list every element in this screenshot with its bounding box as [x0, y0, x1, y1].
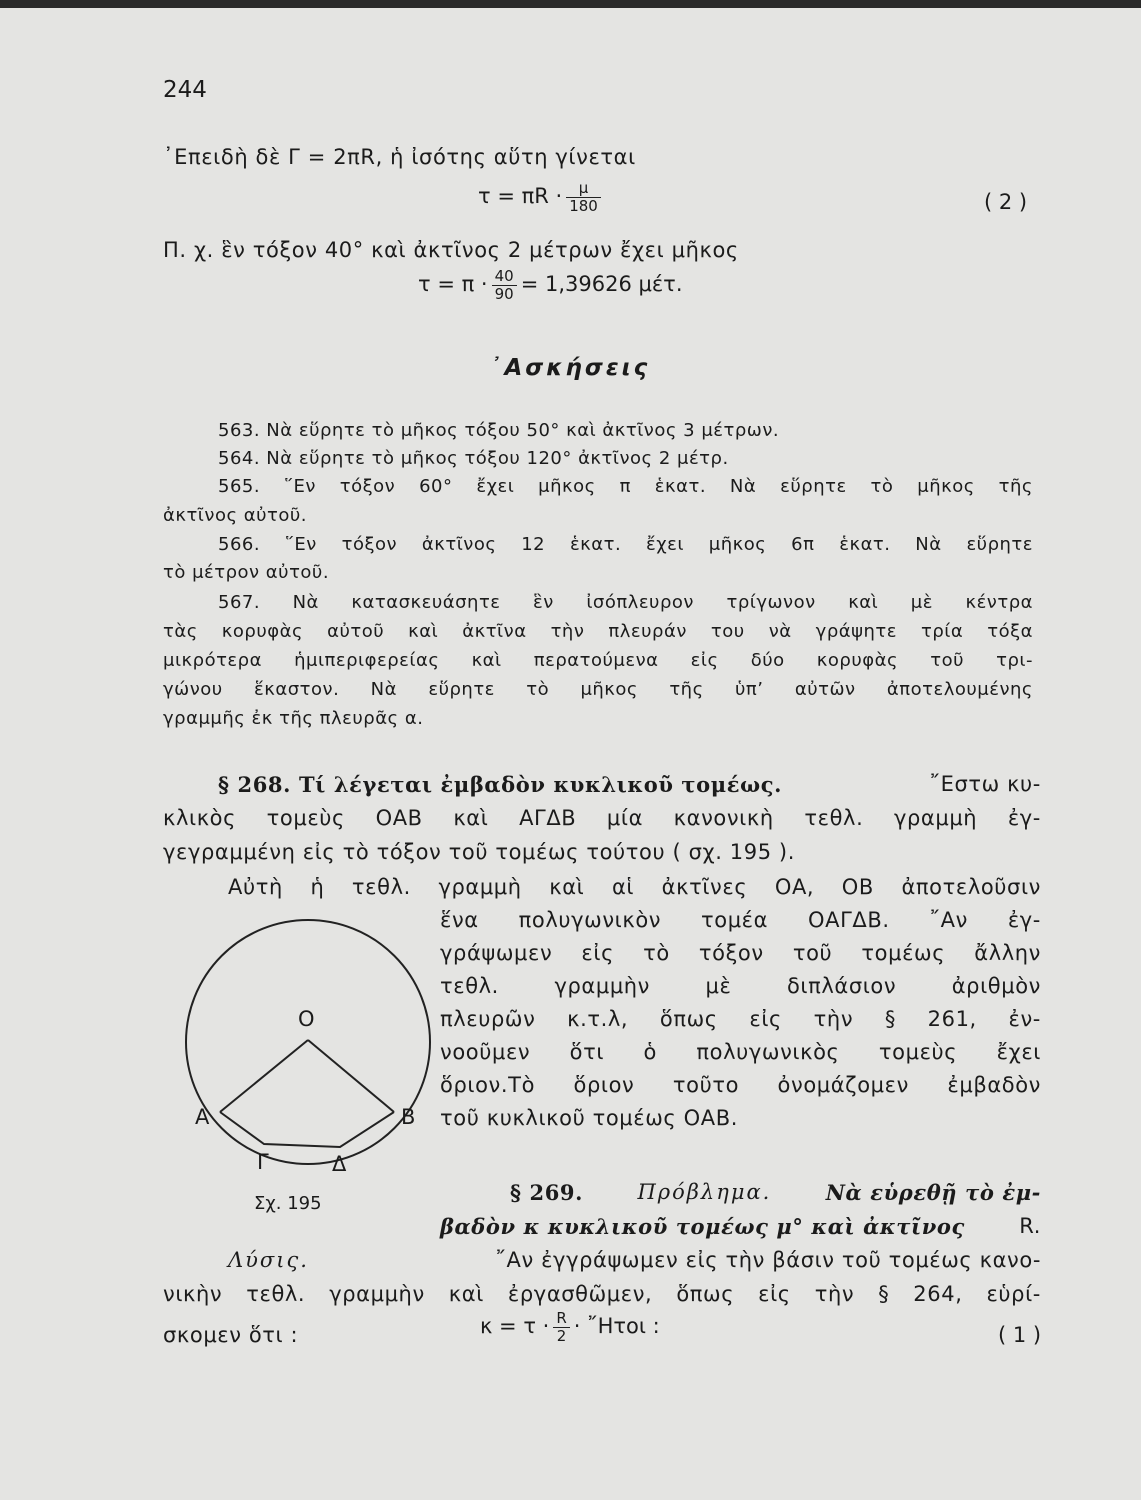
section-269-line5-start: σκομεν ὅτι :	[163, 1323, 299, 1347]
figure-caption: Σχ. 195	[254, 1193, 322, 1214]
section-269-title-part1: Νὰ εὑρεθῇ τὸ ἐμ-	[825, 1180, 1041, 1205]
radius-oa	[220, 1040, 308, 1112]
section-268-para2-line2: ἕνα πολυγωνικὸν τομέα ΟΑΓΔΒ. ῎Αν ἐγ-	[440, 908, 1041, 932]
inscribed-broken-line	[220, 1112, 394, 1147]
fraction	[553, 1310, 569, 1344]
section-269-title-part2: βαδὸν κ κυκλικοῦ τομέως μ° καὶ ἀκτῖνος	[440, 1214, 965, 1239]
section-269-line3-rest: ῎Αν ἐγγράψωμεν εἰς τὴν βάσιν τοῦ τομέως κανο-	[495, 1248, 1041, 1272]
exercise-567-line2: τὰς κορυφὰς αὐτοῦ καὶ ἀκτῖνα τὴν πλευράν του νὰ γράψητε τρία τόξα	[163, 621, 1033, 642]
radius-ob	[308, 1040, 394, 1112]
section-269-number: § 269.	[510, 1180, 584, 1205]
section-268-line1-rest: ῎Εστω κυ-	[929, 772, 1041, 796]
formula-lhs: τ = πR ·	[478, 184, 563, 208]
fraction-numerator: R	[553, 1310, 569, 1328]
exercise-565-line2: ἀκτῖνος αὐτοῦ.	[163, 505, 308, 526]
section-268-para2-line1: Αὐτὴ ἡ τεθλ. γραμμὴ καὶ αἱ ἀκτῖνες ΟΑ, ΟΒ ἀποτελοῦσιν	[228, 875, 1041, 899]
section-268-title: § 268. Τί λέγεται ἐμβαδὸν κυκλικοῦ τομέως.	[218, 772, 783, 797]
section-269-line3	[228, 1248, 1041, 1272]
exercise-566-line1: 566. ῞Εν τόξον ἀκτῖνος 12 ἑκατ. ἔχει μῆκος 6π ἑκατ. Νὰ εὕρητε	[218, 534, 1033, 555]
exercise-565-line1: 565. ῞Εν τόξον 60° ἔχει μῆκος π ἑκατ. Νὰ εὕρητε τὸ μῆκος τῆς	[218, 476, 1033, 497]
formula-rhs: = 1,39626 μέτ.	[520, 272, 683, 296]
circle-outline	[186, 920, 430, 1164]
formula-after: · ῎Ητοι :	[573, 1314, 660, 1338]
intro-line: ᾿Επειδὴ δὲ Γ = 2πR, ἡ ἰσότης αὕτη γίνεται	[163, 145, 636, 169]
section-268-para2-line6: νοοῦμεν ὅτι ὁ πολυγωνικὸς τομεὺς ἔχει	[440, 1040, 1041, 1064]
fraction-denominator: 2	[556, 1326, 567, 1345]
exercise-567-line1: 567. Νὰ κατασκευάσητε ἓν ἰσόπλευρον τρίγωνον καὶ μὲ κέντρα	[218, 592, 1033, 613]
label-a: A	[195, 1105, 210, 1129]
example-line: Π. χ. ἓν τόξον 40° καὶ ἀκτῖνος 2 μέτρων ἔχει μῆκος	[163, 238, 739, 262]
section-269-problem-label: Πρόβλημα.	[637, 1180, 772, 1204]
exercise-567-line3: μικρότερα ἡμιπεριφερείας καὶ περατούμενα εἰς δύο κορυφὰς τοῦ τρι-	[163, 650, 1033, 671]
label-b: B	[401, 1105, 416, 1129]
section-269-line1	[510, 1180, 1041, 1205]
fraction-numerator: 40	[492, 268, 517, 286]
page-number: 244	[163, 77, 207, 103]
equation-number-1: ( 1 )	[998, 1323, 1042, 1347]
fraction-numerator: μ	[566, 180, 601, 198]
section-269-line4: νικὴν τεθλ. γραμμὴν καὶ ἐργασθῶμεν, ὅπως εἰς τὴν § 264, εὑρί-	[163, 1282, 1041, 1306]
label-delta: Δ	[332, 1152, 347, 1176]
fraction-denominator: 180	[569, 196, 598, 215]
section-268-line3: γεγραμμένη εἰς τὸ τόξον τοῦ τομέως τούτου ( σχ. 195 ).	[163, 840, 795, 864]
section-268-para2-line5: πλευρῶν κ.τ.λ, ὅπως εἰς τὴν § 261, ἐν-	[440, 1007, 1041, 1031]
label-o: O	[298, 1007, 315, 1031]
section-268-line2: κλικὸς τομεὺς ΟΑΒ καὶ ΑΓΔΒ μία κανονικὴ τεθλ. γραμμὴ ἐγ-	[163, 806, 1041, 830]
solution-label: Λύσις.	[228, 1248, 309, 1272]
formula-lhs: κ = τ ·	[480, 1314, 550, 1338]
exercise-567-line4: γώνου ἕκαστον. Νὰ εὕρητε τὸ μῆκος τῆς ὑπ’ αὐτῶν ἀποτελουμένης	[163, 679, 1033, 700]
section-268-para2-line8: τοῦ κυκλικοῦ τομέως ΟΑΒ.	[440, 1106, 738, 1130]
section-269-title-r: R.	[1019, 1214, 1041, 1238]
section-268-para2-line7: ὅριον.Τὸ ὅριον τοῦτο ὀνομάζομεν ἐμβαδὸν	[440, 1073, 1041, 1097]
section-268-para2-line3: γράψωμεν εἰς τὸ τόξον τοῦ τομέως ἄλλην	[440, 941, 1041, 965]
exercises-heading: ᾿Ασκήσεις	[490, 355, 651, 381]
exercise-563: 563. Νὰ εὕρητε τὸ μῆκος τόξου 50° καὶ ἀκτῖνος 3 μέτρων.	[218, 420, 780, 441]
label-gamma: Γ	[257, 1150, 269, 1174]
fraction-denominator: 90	[494, 284, 514, 303]
section-268-para2-line4: τεθλ. γραμμὴν μὲ διπλάσιον ἀριθμὸν	[440, 974, 1041, 998]
formula-lhs: τ = π ·	[418, 272, 488, 296]
exercise-567-line5: γραμμῆς ἐκ τῆς πλευρᾶς α.	[163, 708, 424, 729]
exercise-564: 564. Νὰ εὕρητε τὸ μῆκος τόξου 120° ἀκτῖνος 2 μέτρ.	[218, 448, 729, 469]
equation-number: ( 2 )	[984, 190, 1028, 214]
formula-sector-area	[480, 1310, 660, 1344]
exercise-566-line2: τὸ μέτρον αὐτοῦ.	[163, 562, 330, 583]
section-269-line2	[440, 1214, 1041, 1239]
